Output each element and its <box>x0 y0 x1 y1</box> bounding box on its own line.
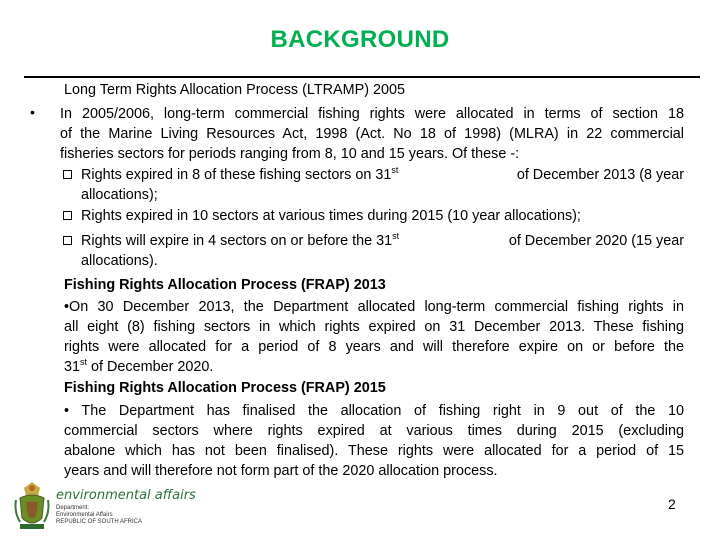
ltramp-item3-line1 <box>81 231 684 252</box>
ltramp-item1-line2: allocations); <box>81 187 158 203</box>
item3-text-post: of December 2020 (15 year <box>508 233 684 249</box>
frap2015-line1: • The Department has finalised the allocation of fishing right in 9 out of the 10 <box>64 403 684 419</box>
frap2013-line2: all eight (8) fishing sectors in which rights expired on 31 December 2013. These fishing <box>64 319 684 335</box>
coat-of-arms-icon <box>10 478 54 534</box>
frap2013-line4-post: of December 2020. <box>87 359 214 375</box>
logo-brand-name: environmental affairs <box>56 488 196 503</box>
ltramp-intro-line3: fisheries sectors for periods ranging from 8, 10 and 15 years. Of these -: <box>60 146 520 162</box>
frap2013-line3: rights were allocated for a period of 8 years and will therefore expire on or before the <box>64 339 684 355</box>
frap2015-line2: commercial sectors where rights expired at various times during 2015 (excluding <box>64 423 684 439</box>
ltramp-item3-line2: allocations). <box>81 253 158 269</box>
bullet-marker: • <box>30 104 35 120</box>
ltramp-item2: Rights expired in 10 sectors at various times during 2015 (10 year allocations); <box>81 208 581 224</box>
checkbox-bullet-icon <box>63 236 72 245</box>
checkbox-bullet-icon <box>63 170 72 179</box>
ltramp-intro-line1: In 2005/2006, long-term commercial fishing rights were allocated in terms of section 18 <box>60 106 684 122</box>
ltramp-item1-line1 <box>81 165 684 186</box>
item3-text-pre: Rights will expire in 4 sectors on or before the 31 <box>81 233 393 249</box>
frap2013-line4-pre: 31 <box>64 359 81 375</box>
frap2015-line4: years and will therefore not form part of the 2020 allocation process. <box>64 463 498 479</box>
ltramp-heading: Long Term Rights Allocation Process (LTRAMP) 2005 <box>64 82 405 98</box>
item1-text-post: of December 2013 (8 year <box>516 167 684 183</box>
frap2013-line4 <box>64 357 213 378</box>
item1-sup: st <box>391 165 399 176</box>
title-divider <box>24 76 700 78</box>
frap2015-heading: Fishing Rights Allocation Process (FRAP) 2015 <box>64 380 386 396</box>
frap2013-sup: st <box>80 357 88 368</box>
frap2013-line1: •On 30 December 2013, the Department allocated long-term commercial fishing rights in <box>64 299 684 315</box>
frap2013-heading: Fishing Rights Allocation Process (FRAP) 2013 <box>64 277 386 293</box>
logo-department-text: Department: Environmental Affairs REPUBLIC OF SOUTH AFRICA <box>56 505 143 525</box>
item3-sup: st <box>392 231 400 242</box>
frap2015-line3: abalone which has not been finalised). These rights were allocated for a period of 15 <box>64 443 684 459</box>
checkbox-bullet-icon <box>63 211 72 220</box>
item1-text-pre: Rights expired in 8 of these fishing sectors on 31 <box>81 167 392 183</box>
page-number: 2 <box>668 496 676 512</box>
slide-title: BACKGROUND <box>270 26 450 53</box>
ltramp-intro-line2: of the Marine Living Resources Act, 1998 (Act. No 18 of 1998) (MLRA) in 22 commercial <box>60 126 684 142</box>
